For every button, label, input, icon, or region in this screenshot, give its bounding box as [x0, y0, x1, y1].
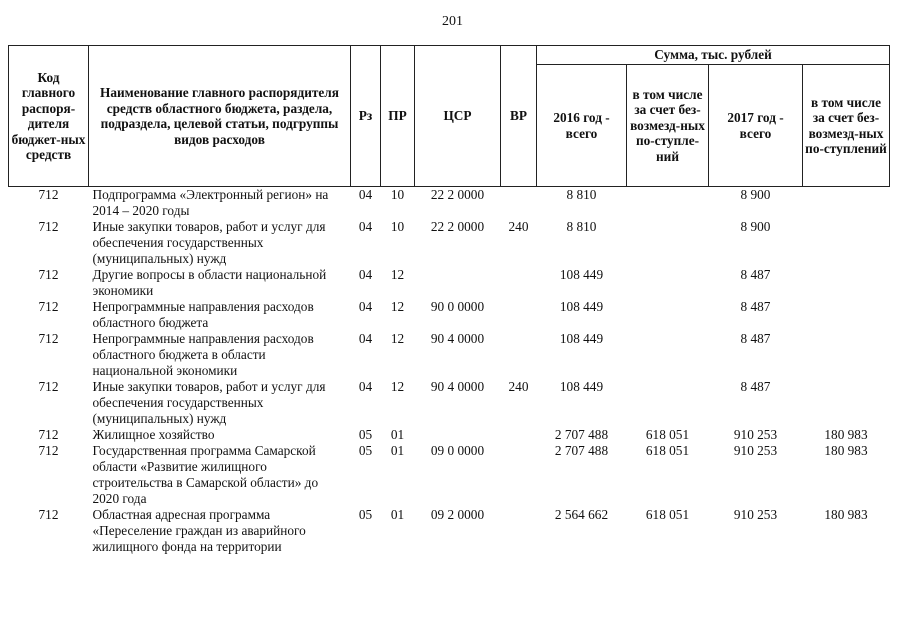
row-csr: 09 2 0000: [430, 507, 485, 522]
table-row: [9, 187, 890, 220]
header-csr: ЦСР: [415, 46, 501, 187]
table-row: [9, 507, 890, 555]
row-name: Областная адресная программа «Переселение граждан из аварийного жилищного фонда на территории: [92, 507, 306, 554]
row-2017-total: 910 253: [733, 443, 778, 458]
table-row: [9, 443, 890, 507]
row-2017-total: 8 900: [740, 219, 771, 234]
row-pr: 12: [390, 299, 405, 314]
header-2016-grants: в том числе за счет без-возмезд-ных по-ступле-ний: [627, 65, 709, 187]
row-rz: 05: [358, 427, 373, 442]
row-2016-grants: 618 051: [645, 427, 690, 442]
row-2016-grants: [627, 299, 709, 331]
table-body: [9, 187, 890, 556]
row-pr: 01: [390, 507, 405, 522]
row-rz: 04: [358, 187, 373, 202]
row-2017-total: 8 487: [740, 267, 771, 282]
budget-table: [8, 45, 890, 555]
row-vr: [501, 427, 537, 443]
row-name: Государственная программа Самарской области «Развитие жилищного строительства в Самарской области» до 2020 года: [92, 443, 319, 506]
row-2017-total: 910 253: [733, 427, 778, 442]
row-2017-grants: [803, 219, 890, 267]
row-pr: 10: [390, 187, 405, 202]
row-rz: 04: [358, 267, 373, 282]
row-csr: 90 4 0000: [430, 379, 485, 394]
row-code: 712: [38, 331, 59, 346]
row-csr: [415, 267, 501, 299]
row-2016-grants: [627, 219, 709, 267]
row-name: Иные закупки товаров, работ и услуг для обеспечения государственных (муниципальных) нужд: [92, 219, 326, 266]
row-2017-grants: 180 983: [824, 427, 868, 442]
row-rz: 05: [358, 443, 373, 458]
row-code: 712: [38, 507, 59, 522]
row-pr: 01: [390, 443, 405, 458]
row-vr: [501, 507, 537, 555]
row-code: 712: [38, 443, 59, 458]
row-csr: 90 4 0000: [430, 331, 485, 346]
row-2017-grants: [803, 379, 890, 427]
header-2017-total: 2017 год - всего: [709, 65, 803, 187]
row-2016-total: 8 810: [566, 219, 597, 234]
row-vr: [501, 443, 537, 507]
row-2017-grants: 180 983: [824, 443, 868, 458]
table-row: [9, 267, 890, 299]
row-pr: 12: [390, 379, 405, 394]
row-pr: 12: [390, 331, 405, 346]
row-2017-grants: [803, 187, 890, 220]
header-2017-grants: в том числе за счет без-возмезд-ных по-ступлений: [803, 65, 890, 187]
row-code: 712: [38, 187, 59, 202]
header-vr: ВР: [501, 46, 537, 187]
row-rz: 04: [358, 331, 373, 346]
header-name: Наименование главного распорядителя средств областного бюджета, раздела, подраздела, целевой статьи, подгруппы видов расходов: [89, 46, 351, 187]
header-code: Код главного распоря-дителя бюджет-ных средств: [9, 46, 89, 187]
row-2017-grants: [803, 331, 890, 379]
row-code: 712: [38, 427, 59, 442]
row-rz: 04: [358, 379, 373, 394]
row-2016-grants: [627, 331, 709, 379]
row-rz: 05: [358, 507, 373, 522]
row-2016-total: 108 449: [559, 331, 604, 346]
row-2016-total: 108 449: [559, 379, 604, 394]
row-2017-total: 8 487: [740, 331, 771, 346]
row-2016-total: 108 449: [559, 299, 604, 314]
table-row: [9, 219, 890, 267]
row-2016-grants: 618 051: [645, 443, 690, 458]
row-2016-total: 8 810: [566, 187, 597, 202]
row-2016-grants: [627, 187, 709, 220]
row-name: Подпрограмма «Электронный регион» на 2014 – 2020 годы: [92, 187, 329, 218]
row-csr: 90 0 0000: [430, 299, 485, 314]
page-number: 201: [442, 14, 463, 29]
row-rz: 04: [358, 219, 373, 234]
row-vr: [501, 331, 537, 379]
row-name: Иные закупки товаров, работ и услуг для обеспечения государственных (муниципальных) нужд: [92, 379, 326, 426]
table-row: [9, 331, 890, 379]
row-rz: 04: [358, 299, 373, 314]
row-2016-total: 2 707 488: [554, 427, 609, 442]
row-2017-grants: 180 983: [824, 507, 868, 522]
row-2017-grants: [803, 267, 890, 299]
row-csr: 22 2 0000: [430, 187, 485, 202]
row-vr: [501, 267, 537, 299]
row-pr: 01: [390, 427, 405, 442]
row-2016-grants: [627, 267, 709, 299]
row-vr: [501, 187, 537, 220]
header-sum-group: Сумма, тыс. рублей: [537, 46, 890, 65]
table-row: [9, 379, 890, 427]
header-pr: ПР: [381, 46, 415, 187]
row-2017-grants: [803, 299, 890, 331]
row-2017-total: 8 900: [740, 187, 771, 202]
row-code: 712: [38, 379, 59, 394]
row-name: Непрограммные направления расходов областного бюджета в области национальной экономики: [92, 331, 314, 378]
row-pr: 12: [390, 267, 405, 282]
row-2016-grants: [627, 379, 709, 427]
table-row: [9, 299, 890, 331]
row-code: 712: [38, 219, 59, 234]
row-2016-total: 108 449: [559, 267, 604, 282]
row-pr: 10: [390, 219, 405, 234]
row-code: 712: [38, 299, 59, 314]
header-rz: Рз: [351, 46, 381, 187]
row-csr: [415, 427, 501, 443]
row-csr: 09 0 0000: [430, 443, 485, 458]
row-vr: 240: [508, 219, 529, 234]
row-2016-grants: 618 051: [645, 507, 690, 522]
row-2017-total: 8 487: [740, 299, 771, 314]
row-name: Непрограммные направления расходов областного бюджета: [92, 299, 314, 330]
row-vr: 240: [508, 379, 529, 394]
row-csr: 22 2 0000: [430, 219, 485, 234]
row-2017-total: 8 487: [740, 379, 771, 394]
row-2016-total: 2 564 662: [554, 507, 609, 522]
header-2016-total: 2016 год - всего: [537, 65, 627, 187]
row-name: Жилищное хозяйство: [92, 427, 215, 442]
row-name: Другие вопросы в области национальной экономики: [92, 267, 327, 298]
row-code: 712: [38, 267, 59, 282]
row-vr: [501, 299, 537, 331]
table-row: [9, 427, 890, 443]
row-2017-total: 910 253: [733, 507, 778, 522]
row-2016-total: 2 707 488: [554, 443, 609, 458]
